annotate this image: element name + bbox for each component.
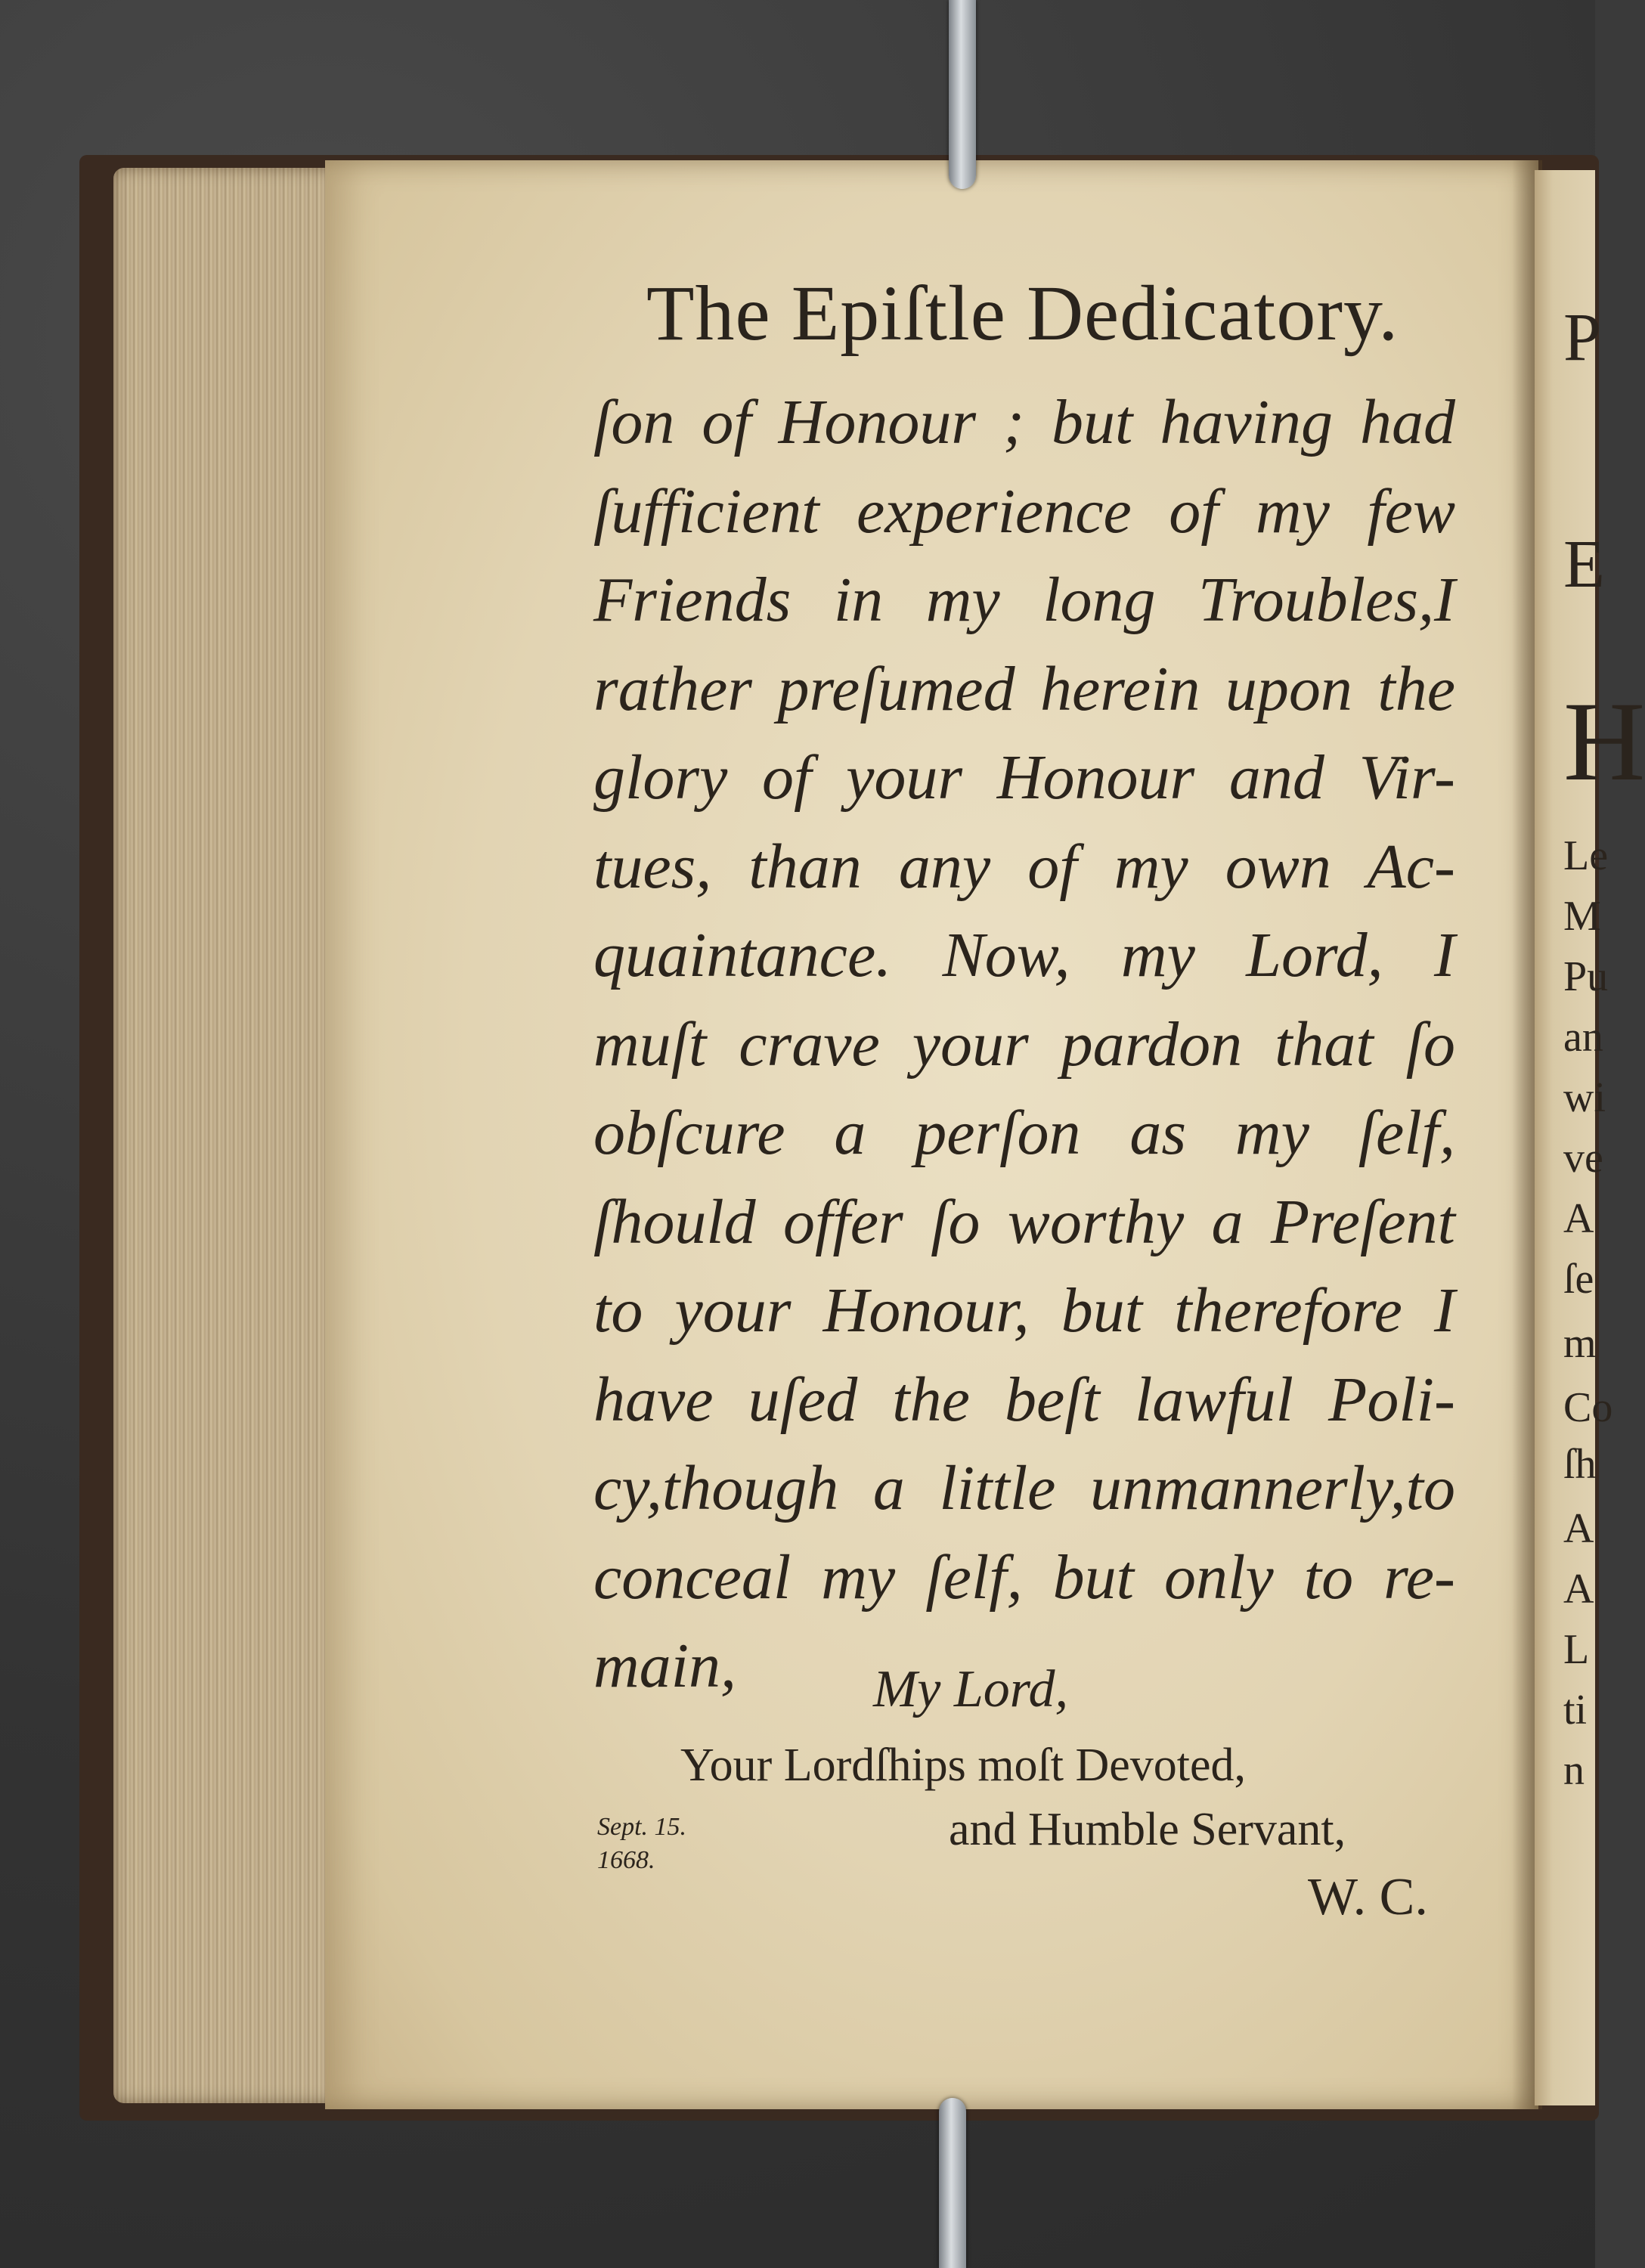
page-clip-top [949, 0, 976, 189]
facing-page-letter: n [1563, 1747, 1585, 1794]
facing-page-letter: H [1563, 679, 1645, 804]
body-line: main, [593, 1631, 736, 1701]
facing-page-letter: ſe [1563, 1256, 1594, 1303]
page-clip-bottom [939, 2098, 966, 2268]
body-line: muſt crave your pardon that ſo [593, 1009, 1455, 1080]
facing-page-letter: Le [1563, 832, 1609, 879]
facing-page-letter: E [1563, 527, 1605, 602]
body-line: obſcure a perſon as my ſelf, [593, 1098, 1455, 1168]
date-day: Sept. 15. [597, 1813, 687, 1841]
facing-page-letter: A [1563, 1566, 1594, 1613]
signature-initials: W. C. [1308, 1868, 1428, 1926]
facing-page-letter: M [1563, 893, 1601, 940]
dedication-date [597, 1811, 686, 1877]
closing-line-servant: and Humble Servant, [949, 1804, 1346, 1855]
body-line: ſhould offer ſo worthy a Preſent [593, 1186, 1455, 1257]
facing-page-letter: an [1563, 1014, 1603, 1061]
body-line: ſufficient experience of my few [593, 476, 1455, 547]
facing-page-letter: wi [1563, 1074, 1606, 1121]
page-body [593, 378, 1455, 1711]
body-line: glory of your Honour and Vir- [593, 742, 1455, 813]
facing-page-letter: A [1563, 1195, 1594, 1242]
facing-page-letter: P [1563, 300, 1602, 375]
facing-page-letter: m [1563, 1320, 1597, 1367]
body-line: Friends in my long Troubles,I [593, 565, 1455, 635]
body-line: ſon of Honour ; but having had [593, 387, 1455, 457]
body-line: tues, than any of my own Ac- [593, 831, 1455, 902]
body-line: have uſed the beſt lawful Poli- [593, 1364, 1455, 1435]
page-fore-edge [113, 168, 340, 2103]
facing-page-letter: Co [1563, 1384, 1613, 1431]
facing-page-letter: L [1563, 1626, 1590, 1673]
body-line: cy,though a little unmannerly,to [593, 1453, 1455, 1523]
page-header: The Epiſtle Dedicatory. [646, 270, 1399, 357]
salutation: My Lord, [873, 1660, 1068, 1718]
closing-line-devoted: Your Lordſhips moſt Devoted, [680, 1740, 1247, 1791]
facing-page-letter: ve [1563, 1135, 1603, 1182]
facing-page-letter: A [1563, 1505, 1594, 1552]
facing-page-letter: ſh [1563, 1441, 1597, 1488]
body-line: quaintance. Now, my Lord, I [593, 920, 1455, 990]
body-line: to your Honour, but therefore I [593, 1275, 1455, 1346]
body-line: rather preſumed herein upon the [593, 653, 1455, 724]
facing-page-letter: ti [1563, 1687, 1588, 1734]
facing-page-letter: Pu [1563, 953, 1609, 1000]
date-year: 1668. [597, 1846, 655, 1874]
body-line: conceal my ſelf, but only to re- [593, 1541, 1455, 1613]
